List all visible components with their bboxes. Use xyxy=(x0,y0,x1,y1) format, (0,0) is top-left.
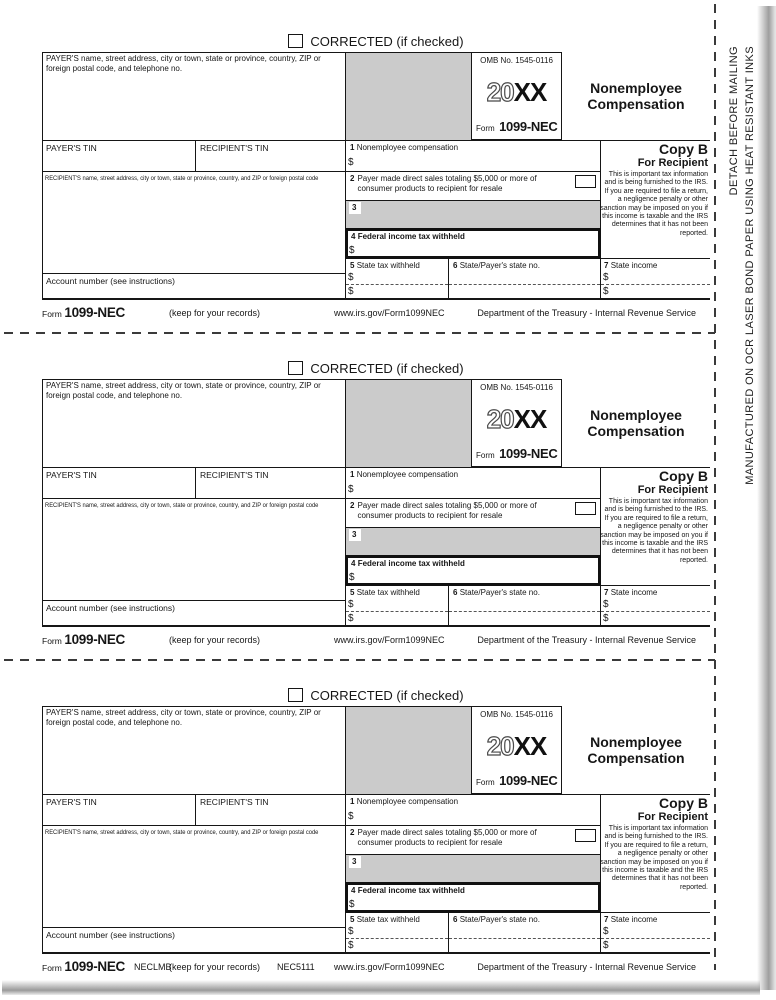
corrected-label: CORRECTED (if checked) xyxy=(310,33,464,49)
box7-label: 7 State income xyxy=(604,588,658,597)
copy-b-column xyxy=(600,467,708,585)
omb-year-box xyxy=(471,706,562,794)
box7-dollar-sign: $ xyxy=(603,272,609,283)
copy-b-title: Copy B xyxy=(659,141,708,157)
form-copy-3 xyxy=(42,686,710,978)
form-title: Nonemployee Compensation xyxy=(587,407,685,439)
page-edge-shadow-right xyxy=(757,6,776,990)
corrected-checkbox[interactable] xyxy=(288,34,303,48)
border-line xyxy=(42,379,43,627)
box2-checkbox[interactable] xyxy=(575,175,596,188)
border-line xyxy=(195,140,196,171)
box6-label: 6 State/Payer's state no. xyxy=(453,915,540,924)
box1-dollar-sign: $ xyxy=(348,484,354,495)
footer-keep-label: (keep for your records) xyxy=(169,635,261,645)
copy-b-title: Copy B xyxy=(659,795,708,811)
border-line xyxy=(345,379,346,625)
box2-label: 2 Payer made direct sales totaling $5,000 or more of consumer products to recipient for resale xyxy=(350,828,537,847)
footer-keep-label: (keep for your records) xyxy=(169,308,261,318)
box2-label: 2 Payer made direct sales totaling $5,000 or more of consumer products to recipient for resale xyxy=(350,501,537,520)
box5-dollar-sign: $ xyxy=(348,599,354,610)
footer-irs-url[interactable]: www.irs.gov/Form1099NEC xyxy=(334,308,445,318)
box5-dollar-sign: $ xyxy=(348,926,354,937)
copy-b-title: Copy B xyxy=(659,468,708,484)
detach-perforation-line-vertical xyxy=(714,4,716,970)
footer-irs-url[interactable]: www.irs.gov/Form1099NEC xyxy=(334,635,445,645)
form-footer xyxy=(42,632,710,650)
tax-year xyxy=(472,731,561,762)
border-line xyxy=(42,706,43,954)
box1-dollar-sign: $ xyxy=(348,811,354,822)
corrected-label: CORRECTED (if checked) xyxy=(310,360,464,376)
for-recipient-label: For Recipient xyxy=(637,157,708,169)
tax-year xyxy=(472,404,561,435)
box5-dollar-sign: $ xyxy=(348,613,354,624)
box4-label: 4 Federal income tax withheld xyxy=(351,559,465,568)
recipient-notice: This is important tax information and is being furnished to the IRS. If you are required to file a return, a negligence penalty or other sanction may be imposed on you if this income is taxable and the IRS determines that it has not been reported. xyxy=(600,171,708,237)
border-line xyxy=(42,171,600,172)
box7-label: 7 State income xyxy=(604,261,658,270)
box5-label: 5 State tax withheld xyxy=(350,915,420,924)
shaded-void-box xyxy=(346,707,471,794)
year-outline-digits: 20 xyxy=(486,404,514,434)
box4-dollar-sign: $ xyxy=(349,245,355,256)
footer-treasury-label: Department of the Treasury - Internal Revenue Service xyxy=(477,308,696,318)
form-copy-1 xyxy=(42,32,710,324)
footer-form-number: Form 1099-NEC xyxy=(42,632,125,647)
box2-label: 2 Payer made direct sales totaling $5,000 or more of consumer products to recipient for resale xyxy=(350,174,537,193)
recipient-tin-label: RECIPIENT'S TIN xyxy=(200,470,269,480)
box7-dollar-sign: $ xyxy=(603,286,609,297)
shaded-void-box xyxy=(346,53,471,140)
footer-form-number: Form 1099-NEC xyxy=(42,959,125,974)
footer-irs-url[interactable]: www.irs.gov/Form1099NEC xyxy=(334,962,445,972)
recipient-notice: This is important tax information and is being furnished to the IRS. If you are required to file a return, a negligence penalty or other sanction may be imposed on you if this income is taxable and the IRS determines that it has not been reported. xyxy=(600,498,708,564)
manufactured-on-text: MANUFACTURED ON OCR LASER BOND PAPER USING HEAT RESISTANT INKS xyxy=(744,46,756,485)
corrected-checkbox[interactable] xyxy=(288,361,303,375)
border-line xyxy=(42,273,345,274)
payer-tin-label: PAYER'S TIN xyxy=(46,143,97,153)
corrected-row xyxy=(42,686,710,704)
border-line xyxy=(448,585,449,625)
year-bold-digits: XX xyxy=(513,731,547,761)
payer-tin-label: PAYER'S TIN xyxy=(46,797,97,807)
box7-dollar-sign: $ xyxy=(603,940,609,951)
box1-label: 1 Nonemployee compensation xyxy=(350,143,459,152)
form-number-line: Form 1099-NEC xyxy=(476,446,558,461)
state-entry-divider xyxy=(449,284,600,285)
corrected-checkbox[interactable] xyxy=(288,688,303,702)
state-entry-divider xyxy=(346,938,448,939)
state-entry-divider xyxy=(346,611,448,612)
recipient-notice: This is important tax information and is being furnished to the IRS. If you are required to file a return, a negligence penalty or other sanction may be imposed on you if this income is taxable and the IRS determines that it has not been reported. xyxy=(600,825,708,891)
box3-shaded-band xyxy=(346,527,600,555)
box5-dollar-sign: $ xyxy=(348,272,354,283)
form-footer xyxy=(42,959,710,977)
state-entry-divider xyxy=(346,284,448,285)
payer-info-label: PAYER'S name, street address, city or town, state or province, country, ZIP or foreign postal code, and telephone no. xyxy=(46,708,321,727)
footer-keep-label: (keep for your records) xyxy=(169,962,261,972)
omb-number: OMB No. 1545-0116 xyxy=(480,383,553,392)
form-number-line: Form 1099-NEC xyxy=(476,119,558,134)
box3-shaded-band xyxy=(346,200,600,228)
payer-info-label: PAYER'S name, street address, city or town, state or province, country, ZIP or foreign postal code, and telephone no. xyxy=(46,54,321,73)
box7-dollar-sign: $ xyxy=(603,613,609,624)
border-line xyxy=(42,298,710,300)
omb-year-box xyxy=(471,379,562,467)
tax-year xyxy=(472,77,561,108)
box1-label: 1 Nonemployee compensation xyxy=(350,470,459,479)
box4-dollar-sign: $ xyxy=(349,899,355,910)
border-line xyxy=(345,527,600,528)
year-outline-digits: 20 xyxy=(486,731,514,761)
form-1099nec-panel xyxy=(42,379,710,627)
border-line xyxy=(345,706,346,952)
border-line xyxy=(42,625,710,627)
footer-treasury-label: Department of the Treasury - Internal Revenue Service xyxy=(477,962,696,972)
box4-label: 4 Federal income tax withheld xyxy=(351,232,465,241)
corrected-row xyxy=(42,32,710,50)
recipient-tin-label: RECIPIENT'S TIN xyxy=(200,797,269,807)
border-line xyxy=(345,200,600,201)
omb-year-box xyxy=(471,52,562,140)
state-entry-divider xyxy=(601,938,710,939)
state-entry-divider xyxy=(449,938,600,939)
border-line xyxy=(42,600,345,601)
border-line xyxy=(448,912,449,952)
form-copy-2 xyxy=(42,359,710,651)
box1-dollar-sign: $ xyxy=(348,157,354,168)
box6-label: 6 State/Payer's state no. xyxy=(453,261,540,270)
for-recipient-label: For Recipient xyxy=(637,811,708,823)
detach-perforation-line xyxy=(4,332,715,334)
copy-b-column xyxy=(600,794,708,912)
border-line xyxy=(195,794,196,825)
shaded-void-box xyxy=(346,380,471,467)
page-edge-shadow-bottom xyxy=(2,980,760,995)
box7-label: 7 State income xyxy=(604,915,658,924)
state-entry-divider xyxy=(449,611,600,612)
border-line xyxy=(42,825,600,826)
footer-treasury-label: Department of the Treasury - Internal Revenue Service xyxy=(477,635,696,645)
box4-dollar-sign: $ xyxy=(349,572,355,583)
border-line xyxy=(345,854,600,855)
form-1099nec-panel xyxy=(42,52,710,300)
box7-dollar-sign: $ xyxy=(603,926,609,937)
form-footer xyxy=(42,305,710,323)
account-number-label: Account number (see instructions) xyxy=(46,603,175,613)
state-entry-divider xyxy=(601,284,710,285)
border-line xyxy=(195,467,196,498)
account-number-label: Account number (see instructions) xyxy=(46,276,175,286)
recipient-info-label: RECIPIENT'S name, street address, city or town, state or province, country, and ZIP or foreign postal code xyxy=(45,502,319,509)
box5-dollar-sign: $ xyxy=(348,940,354,951)
recipient-info-label: RECIPIENT'S name, street address, city or town, state or province, country, and ZIP or foreign postal code xyxy=(45,829,319,836)
box4-label: 4 Federal income tax withheld xyxy=(351,886,465,895)
payer-info-label: PAYER'S name, street address, city or town, state or province, country, ZIP or foreign postal code, and telephone no. xyxy=(46,381,321,400)
box1-label: 1 Nonemployee compensation xyxy=(350,797,459,806)
year-outline-digits: 20 xyxy=(486,77,514,107)
for-recipient-label: For Recipient xyxy=(637,484,708,496)
box2-checkbox[interactable] xyxy=(575,502,596,515)
year-bold-digits: XX xyxy=(513,77,547,107)
box3-shaded-band xyxy=(346,854,600,882)
box5-label: 5 State tax withheld xyxy=(350,261,420,270)
payer-tin-label: PAYER'S TIN xyxy=(46,470,97,480)
box3-label: 3 xyxy=(349,529,361,541)
detach-before-mailing-text: DETACH BEFORE MAILING xyxy=(728,46,740,196)
form-number-line: Form 1099-NEC xyxy=(476,773,558,788)
border-line xyxy=(42,498,600,499)
corrected-row xyxy=(42,359,710,377)
form-1099nec-panel xyxy=(42,706,710,954)
border-line xyxy=(42,952,710,954)
omb-number: OMB No. 1545-0116 xyxy=(480,710,553,719)
footer-product-code: NECLMB xyxy=(134,962,172,972)
box3-label: 3 xyxy=(349,856,361,868)
form-title: Nonemployee Compensation xyxy=(587,734,685,766)
border-line xyxy=(42,52,43,300)
border-line xyxy=(42,927,345,928)
recipient-tin-label: RECIPIENT'S TIN xyxy=(200,143,269,153)
box3-label: 3 xyxy=(349,202,361,214)
border-line xyxy=(345,52,346,298)
copy-b-column xyxy=(600,140,708,258)
state-entry-divider xyxy=(601,611,710,612)
account-number-label: Account number (see instructions) xyxy=(46,930,175,940)
year-bold-digits: XX xyxy=(513,404,547,434)
detach-perforation-line xyxy=(4,659,715,661)
corrected-label: CORRECTED (if checked) xyxy=(310,687,464,703)
box5-label: 5 State tax withheld xyxy=(350,588,420,597)
footer-sheet-code: NEC5111 xyxy=(277,962,315,972)
box7-dollar-sign: $ xyxy=(603,599,609,610)
box2-checkbox[interactable] xyxy=(575,829,596,842)
omb-number: OMB No. 1545-0116 xyxy=(480,56,553,65)
border-line xyxy=(448,258,449,298)
footer-form-number: Form 1099-NEC xyxy=(42,305,125,320)
form-title: Nonemployee Compensation xyxy=(587,80,685,112)
box5-dollar-sign: $ xyxy=(348,286,354,297)
box6-label: 6 State/Payer's state no. xyxy=(453,588,540,597)
recipient-info-label: RECIPIENT'S name, street address, city or town, state or province, country, and ZIP or foreign postal code xyxy=(45,175,319,182)
